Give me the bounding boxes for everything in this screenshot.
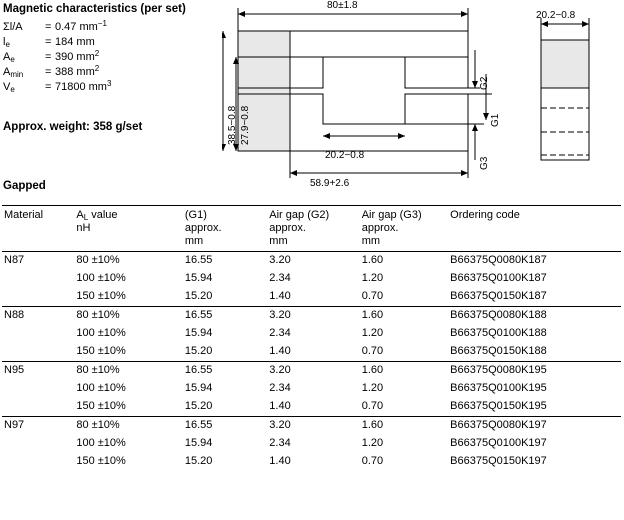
dim-bottom-width: 58.9+2.6 xyxy=(310,178,350,189)
table-row xyxy=(2,325,621,343)
equals-sign: = xyxy=(45,66,52,78)
cell-material xyxy=(2,270,76,288)
magnetic-row-sigma-l-a xyxy=(3,20,218,35)
cell-air-gap-g3: 1.60 xyxy=(362,252,450,271)
cell-g1: 16.55 xyxy=(185,417,269,436)
symbol-amin: $A_{min}$ xyxy=(3,66,24,79)
cell-g1: 15.94 xyxy=(184,437,213,449)
cell-ordering-code: B66375Q0100K197 xyxy=(450,437,547,449)
dim-side-width: 20.2−0.8 xyxy=(536,10,576,21)
magnetic-row-amin xyxy=(3,65,218,80)
cell-al-value: 150 ±10% xyxy=(76,290,126,302)
value-ve: 71800 $mm^3$ xyxy=(55,79,112,93)
table-head xyxy=(2,206,621,252)
table-row xyxy=(2,380,621,398)
gapped-core-table xyxy=(2,205,621,471)
symbol-ve: $V_e$ xyxy=(3,81,15,94)
magnetic-row-le xyxy=(3,35,218,50)
header-g1 xyxy=(185,206,269,252)
table-body xyxy=(2,252,621,472)
cell-air-gap-g3: 1.20 xyxy=(361,382,384,394)
cell-air-gap-g2: 2.34 xyxy=(269,327,291,339)
cell-ordering-code: B66375Q0150K187 xyxy=(450,290,547,302)
cell-al-value: 80 ±10% xyxy=(76,417,185,436)
header-g1-line3: mm xyxy=(184,235,204,247)
table-row xyxy=(2,417,621,436)
header-al-value xyxy=(76,206,185,252)
cell-g1: 16.55 xyxy=(185,362,269,381)
gapped-heading: Gapped xyxy=(3,180,46,192)
cell-air-gap-g3: 0.70 xyxy=(361,400,384,412)
cell-g1: 15.20 xyxy=(184,290,213,302)
magnetic-characteristics-block xyxy=(3,3,218,95)
header-g1-line2: approx. xyxy=(184,222,222,234)
cell-ordering-code: B66375Q0100K195 xyxy=(450,382,547,394)
cell-air-gap-g2: 3.20 xyxy=(269,307,361,326)
magnetic-row-ve xyxy=(3,80,218,95)
header-air-gap-g3 xyxy=(362,206,450,252)
cell-air-gap-g2: 1.40 xyxy=(269,400,291,412)
cell-material: N88 xyxy=(2,307,76,326)
cell-ordering-code: B66375Q0150K188 xyxy=(450,345,547,357)
header-g1-line1: (G1) xyxy=(184,209,207,221)
cell-g1: 15.94 xyxy=(184,382,213,394)
cell-air-gap-g2: 1.40 xyxy=(269,345,291,357)
header-g2-line2: approx. xyxy=(269,222,306,234)
table-row xyxy=(2,362,621,381)
cell-air-gap-g3: 1.60 xyxy=(362,307,450,326)
symbol-ae: $A_e$ xyxy=(3,51,15,64)
header-al-unit: nH xyxy=(76,222,91,234)
label-g3: G3 xyxy=(479,156,490,170)
cell-al-value: 150 ±10% xyxy=(76,455,126,467)
cell-g1: 15.94 xyxy=(184,327,213,339)
header-g3-line3: mm xyxy=(361,235,381,247)
cell-al-value: 100 ±10% xyxy=(76,272,126,284)
table-row xyxy=(2,435,621,453)
table-row xyxy=(2,343,621,362)
cell-ordering-code: B66375Q0080K197 xyxy=(450,417,621,436)
header-material-label: Material xyxy=(4,209,44,221)
label-g1: G1 xyxy=(490,113,501,127)
dim-center-window: 20.2−0.8 xyxy=(325,150,365,161)
cell-air-gap-g3: 1.20 xyxy=(361,272,384,284)
cell-ordering-code: B66375Q0100K187 xyxy=(450,272,547,284)
cell-air-gap-g3: 1.20 xyxy=(361,327,384,339)
header-g3-line2: approx. xyxy=(361,222,399,234)
cell-material: N95 xyxy=(2,362,76,381)
cell-air-gap-g2: 2.34 xyxy=(269,272,291,284)
dim-left-inner: 27.9−0.8 xyxy=(240,105,251,145)
table-row xyxy=(2,288,621,307)
header-g2-line3: mm xyxy=(269,235,288,247)
cell-air-gap-g2: 2.34 xyxy=(269,382,291,394)
cell-air-gap-g3: 0.70 xyxy=(361,455,384,467)
header-al-line1: $A_L$ value xyxy=(76,209,118,222)
cell-material xyxy=(2,435,76,453)
cell-air-gap-g3: 1.20 xyxy=(361,437,384,449)
cell-al-value: 100 ±10% xyxy=(76,327,126,339)
cell-material xyxy=(2,288,76,307)
table-row xyxy=(2,453,621,471)
dim-top-width: 80±1.8 xyxy=(327,0,358,11)
cell-g1: 15.20 xyxy=(184,455,213,467)
cell-air-gap-g3: 1.60 xyxy=(362,417,450,436)
header-g2-line1: Air gap (G2) xyxy=(269,209,330,221)
cell-material xyxy=(2,398,76,417)
header-g3-line1: Air gap (G3) xyxy=(361,209,422,221)
table-row xyxy=(2,252,621,271)
core-drawing-svg xyxy=(222,0,622,200)
cell-ordering-code: B66375Q0080K195 xyxy=(450,362,621,381)
magnetic-row-ae xyxy=(3,50,218,65)
cell-al-value: 80 ±10% xyxy=(76,362,185,381)
approx-weight-text: Approx. weight: 358 g/set xyxy=(3,121,143,133)
cell-al-value: 150 ±10% xyxy=(76,400,126,412)
symbol-sigma-l-a: Σl/A xyxy=(3,21,23,33)
magnetic-characteristics-title: Magnetic characteristics (per set) xyxy=(3,3,186,15)
cell-air-gap-g2: 1.40 xyxy=(269,290,291,302)
cell-air-gap-g2: 3.20 xyxy=(269,362,361,381)
cell-air-gap-g2: 2.34 xyxy=(269,437,291,449)
header-material xyxy=(2,206,76,252)
value-amin: 388 $mm^2$ xyxy=(55,64,100,78)
cell-material xyxy=(2,325,76,343)
cell-material xyxy=(2,380,76,398)
cell-ordering-code: B66375Q0100K188 xyxy=(450,327,547,339)
symbol-le: $l_e$ xyxy=(3,36,10,49)
cell-air-gap-g3: 0.70 xyxy=(361,345,384,357)
equals-sign: = xyxy=(45,21,52,33)
cell-air-gap-g2: 1.40 xyxy=(269,455,291,467)
value-ae: 390 $mm^2$ xyxy=(55,49,100,63)
cell-ordering-code: B66375Q0150K197 xyxy=(450,455,547,467)
value-le: 184 mm xyxy=(55,36,95,48)
cell-g1: 15.94 xyxy=(184,272,213,284)
cell-ordering-code: B66375Q0080K188 xyxy=(450,307,621,326)
label-g2: G2 xyxy=(479,76,490,90)
cell-material xyxy=(2,453,76,471)
cell-material xyxy=(2,343,76,362)
value-sigma-l-a: 0.47 $mm^{-1}$ xyxy=(55,19,107,33)
header-ordering-code xyxy=(450,206,621,252)
header-air-gap-g2 xyxy=(269,206,361,252)
cell-air-gap-g2: 3.20 xyxy=(269,252,361,271)
cell-air-gap-g3: 0.70 xyxy=(361,290,384,302)
table-header-row xyxy=(2,206,621,252)
cell-material: N97 xyxy=(2,417,76,436)
cell-al-value: 80 ±10% xyxy=(76,307,185,326)
table-row xyxy=(2,270,621,288)
cell-ordering-code: B66375Q0080K187 xyxy=(450,252,621,271)
cell-ordering-code: B66375Q0150K195 xyxy=(450,400,547,412)
table-row xyxy=(2,398,621,417)
cell-g1: 15.20 xyxy=(184,400,213,412)
cell-al-value: 150 ±10% xyxy=(76,345,126,357)
equals-sign: = xyxy=(45,51,52,63)
core-dimension-drawing xyxy=(222,0,622,200)
header-ordering-code-label: Ordering code xyxy=(450,209,520,221)
cell-air-gap-g2: 3.20 xyxy=(269,417,361,436)
drawing-and-characteristics-section xyxy=(0,0,624,200)
cell-al-value: 100 ±10% xyxy=(76,382,126,394)
equals-sign: = xyxy=(45,81,52,93)
dim-left-outer: 38.5−0.8 xyxy=(227,105,238,145)
table-row xyxy=(2,307,621,326)
cell-g1: 15.20 xyxy=(184,345,213,357)
cell-air-gap-g3: 1.60 xyxy=(362,362,450,381)
gapped-table-wrapper xyxy=(0,205,624,471)
cell-al-value: 100 ±10% xyxy=(76,437,126,449)
equals-sign: = xyxy=(45,36,52,48)
cell-g1: 16.55 xyxy=(185,252,269,271)
cell-material: N87 xyxy=(2,252,76,271)
cell-al-value: 80 ±10% xyxy=(76,252,185,271)
cell-g1: 16.55 xyxy=(185,307,269,326)
